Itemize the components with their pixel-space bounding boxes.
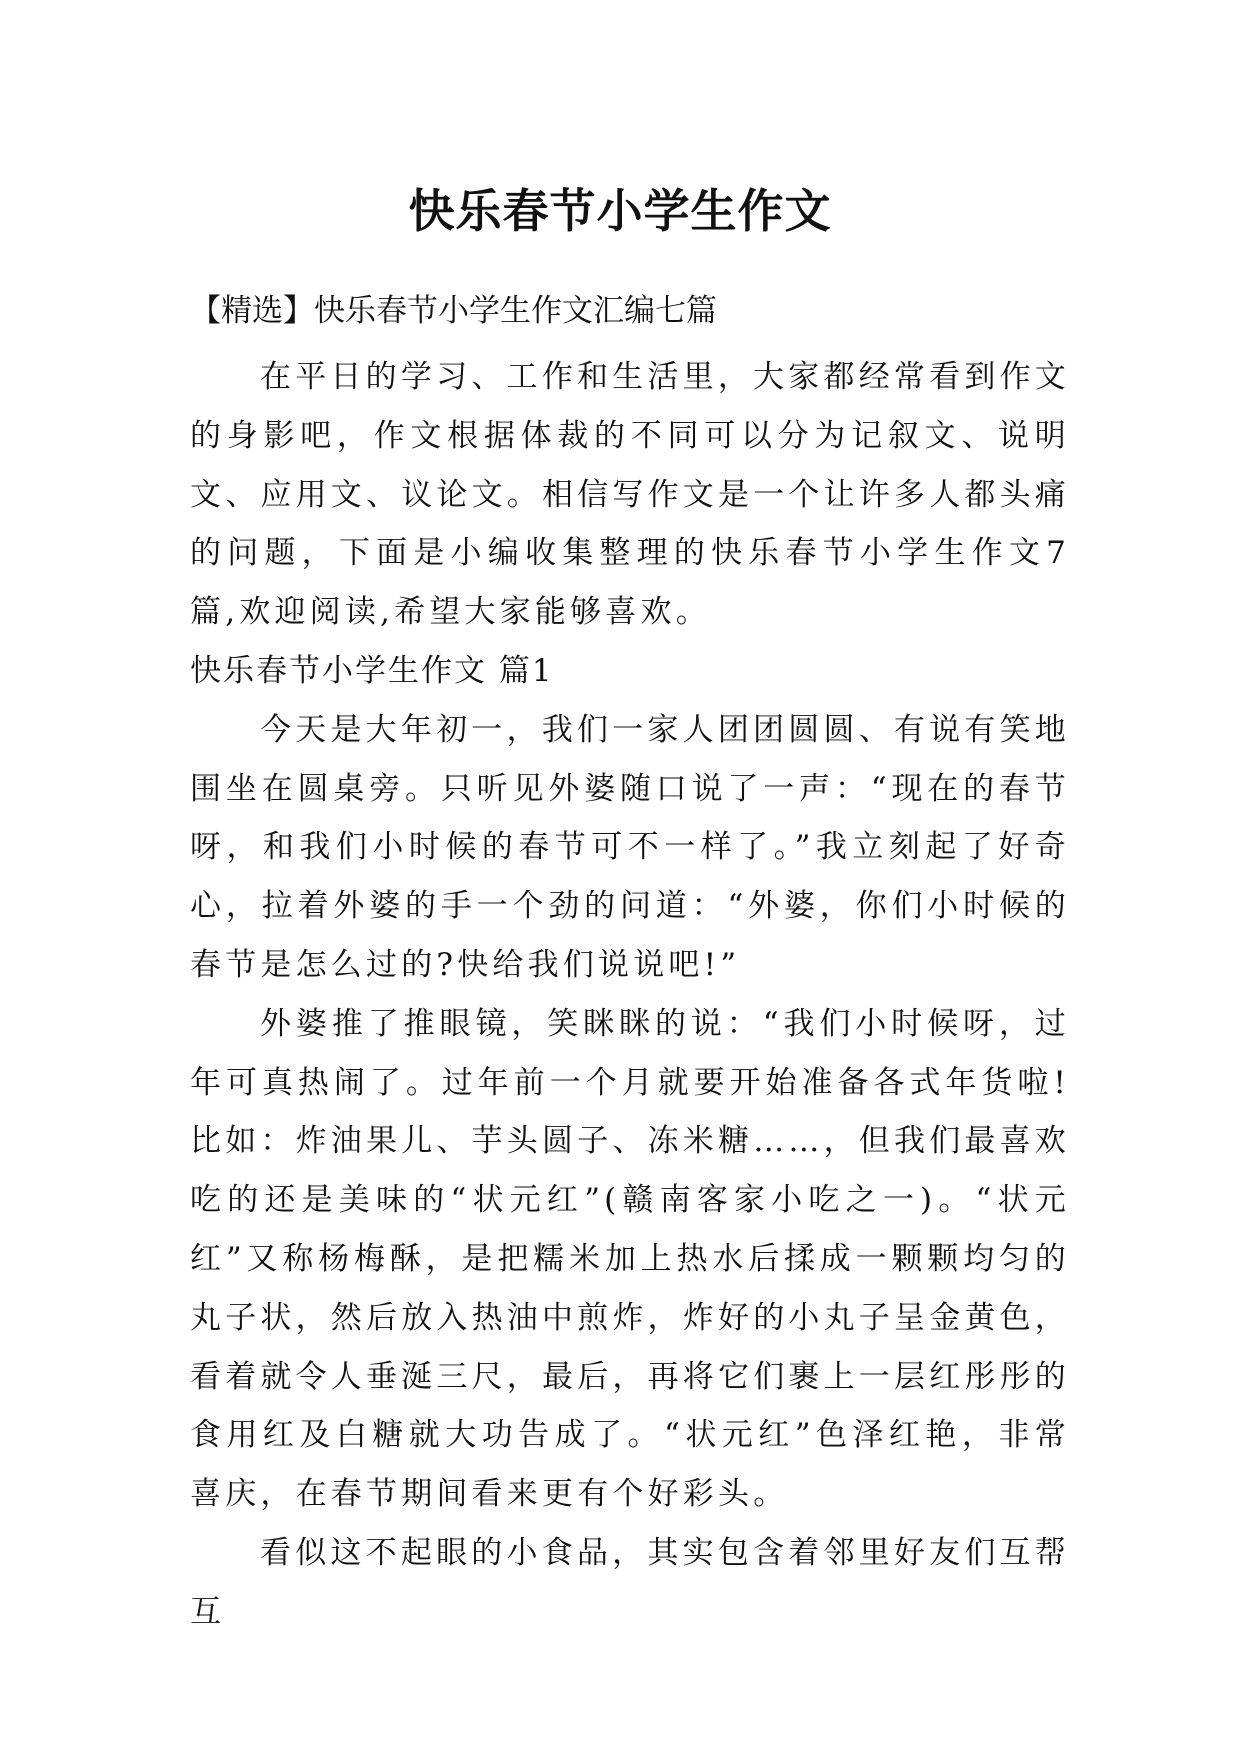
document-subtitle: 【精选】快乐春节小学生作文汇编七篇: [190, 293, 717, 329]
body-paragraph: 外婆推了推眼镜，笑眯眯的说：“我们小时候呀，过年可真热闹了。过年前一个月就要开始准备各式年货啦!比如：炸油果儿、芋头圆子、冻米糖……，但我们最喜欢吃的还是美味的“状元红”(赣南客家小吃之一)。“状元红”又称杨梅酥，是把糯米加上热水后揉成一颗颗均匀的丸子状，然后放入热油中煎炸，炸好的小丸子呈金黄色，看着就令人垂涎三尺，最后，再将它们裹上一层红彤彤的食用红及白糖就大功告成了。“状元红”色泽红艳，非常喜庆，在春节期间看来更有个好彩头。: [190, 1005, 1070, 1513]
section-heading: 快乐春节小学生作文 篇1: [190, 652, 554, 689]
intro-paragraph: 在平日的学习、工作和生活里，大家都经常看到作文的身影吧，作文根据体裁的不同可以分为记叙文、说明文、应用文、议论文。相信写作文是一个让许多人都头痛的问题，下面是小编收集整理的快乐春节小学生作文7篇,欢迎阅读,希望大家能够喜欢。: [190, 359, 1070, 631]
page-title: 快乐春节小学生作文: [408, 183, 832, 238]
body-paragraph: 今天是大年初一，我们一家人团团圆圆、有说有笑地围坐在圆桌旁。只听见外婆随口说了一声：“现在的春节呀，和我们小时候的春节可不一样了。”我立刻起了好奇心，拉着外婆的手一个劲的问道：“外婆，你们小时候的春节是怎么过的?快给我们说说吧!”: [190, 711, 1070, 983]
document-body: [190, 348, 1070, 1642]
body-paragraph: 看似这不起眼的小食品，其实包含着邻里好友们互帮互: [190, 1534, 1070, 1630]
